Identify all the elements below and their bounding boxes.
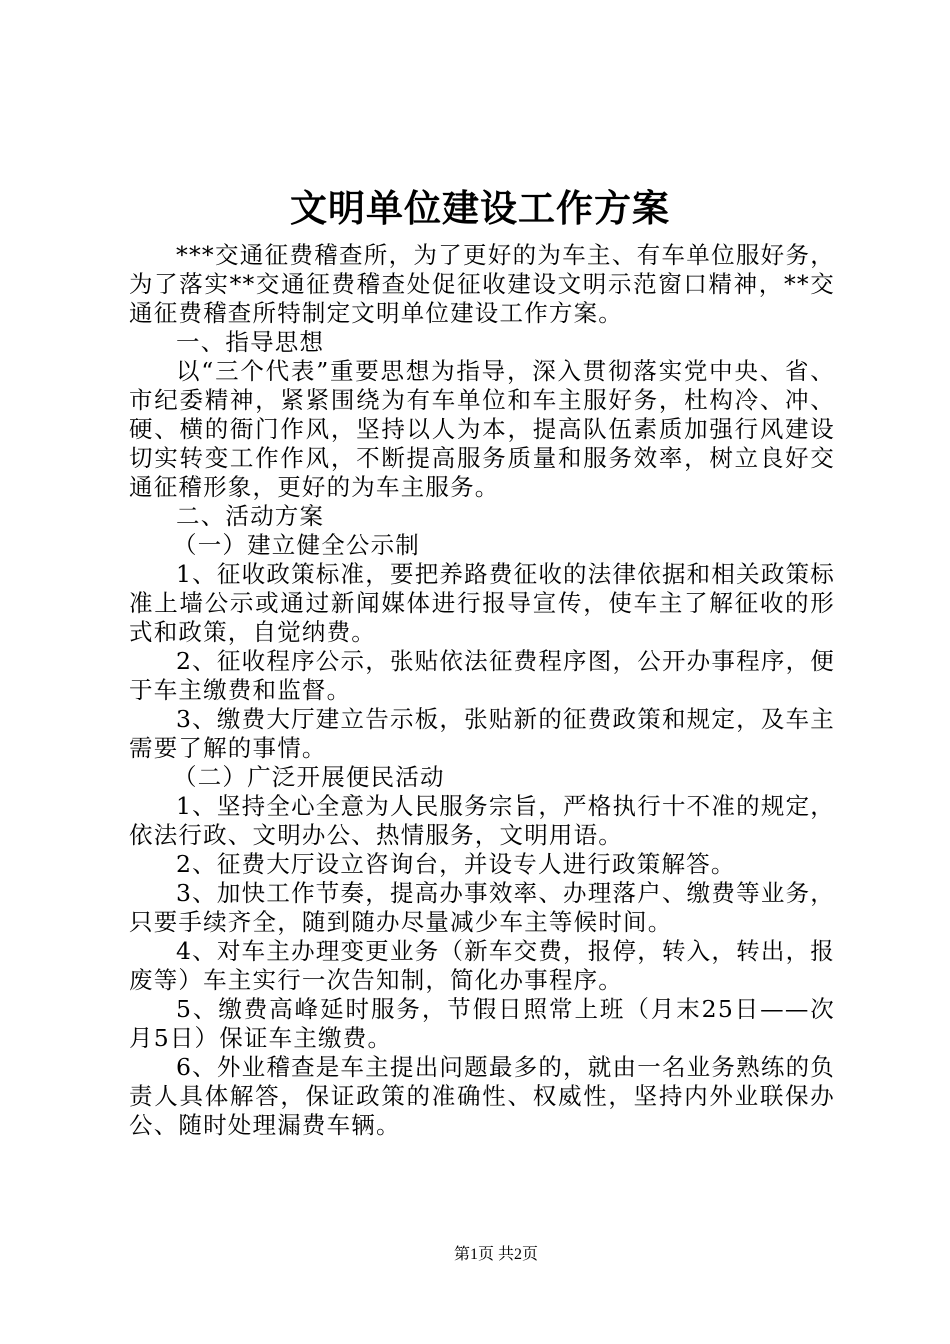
intro-paragraph: ***交通征费稽查所，为了更好的为车主、有车单位服好务，为了落实**交通征费稽查处促征收建设文明示范窗口精神，**交通征费稽查所特制定文明单位建设工作方案。 (129, 241, 835, 327)
document-body (129, 241, 835, 1140)
section-heading-activity-plan: 二、活动方案 (176, 502, 325, 530)
document-title: 文明单位建设工作方案 (290, 186, 670, 230)
disclosure-item: 3、缴费大厅建立告示板，张贴新的征费政策和规定，及车主需要了解的事情。 (129, 705, 835, 762)
guiding-ideology-paragraph: 以“三个代表”重要思想为指导，深入贯彻落实党中央、省、市纪委精神，紧紧围绕为有车单位和车主服好务，杜构冷、冲、硬、横的衙门作风，坚持以人为本，提高队伍素质加强行风建设切实转变工作作风，不断提高服务质量和服务效率，树立良好交通征稽形象，更好的为车主服务。 (129, 357, 835, 501)
convenience-item: 4、对车主办理变更业务（新车交费，报停，转入，转出，报废等）车主实行一次告知制，简化办事程序。 (129, 937, 835, 994)
convenience-item: 2、征费大厅设立咨询台，并设专人进行政策解答。 (176, 850, 736, 878)
convenience-item: 3、加快工作节奏，提高办事效率、办理落户、缴费等业务，只要手续齐全，随到随办尽量减少车主等候时间。 (129, 879, 835, 936)
section-heading-guiding-ideology: 一、指导思想 (176, 328, 325, 356)
convenience-item: 5、缴费高峰延时服务，节假日照常上班（月末25日——次月5日）保证车主缴费。 (129, 995, 835, 1052)
subsection-heading-convenience-activities: （二）广泛开展便民活动 (173, 763, 445, 791)
subsection-heading-public-disclosure: （一）建立健全公示制 (173, 531, 420, 559)
convenience-item: 6、外业稽查是车主提出问题最多的，就由一名业务熟练的负责人具体解答，保证政策的准确性、权威性，坚持内外业联保办公、随时处理漏费车辆。 (129, 1053, 835, 1139)
convenience-item: 1、坚持全心全意为人民服务宗旨，严格执行十不准的规定，依法行政、文明办公、热情服务，文明用语。 (129, 792, 835, 849)
page-number-footer: 第1页 共2页 (453, 1246, 538, 1263)
disclosure-item: 1、征收政策标准，要把养路费征收的法律依据和相关政策标准上墙公示或通过新闻媒体进行报导宣传，使车主了解征收的形式和政策，自觉纳费。 (129, 560, 835, 646)
disclosure-item: 2、征收程序公示，张贴依法征费程序图，公开办事程序，便于车主缴费和监督。 (129, 647, 835, 704)
